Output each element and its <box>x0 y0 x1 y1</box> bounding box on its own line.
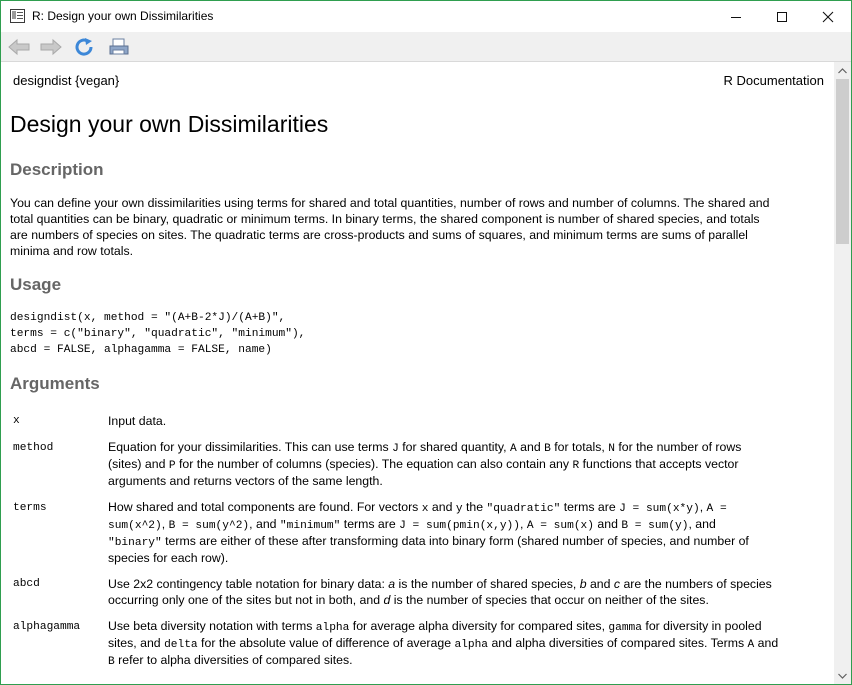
description-line: minima and row totals. <box>10 244 134 258</box>
minimize-button[interactable] <box>713 1 759 32</box>
scroll-up-button[interactable] <box>834 62 851 79</box>
arg-name-alphagamma: alphagamma <box>13 621 81 633</box>
arg-name-terms: terms <box>13 502 47 514</box>
toolbar <box>1 32 851 62</box>
back-icon <box>7 38 31 56</box>
app-icon <box>10 9 25 23</box>
arg-desc-method: Equation for your dissimilarities. This can use terms J for shared quantity, A and B for totals, N for the number of rows <box>108 440 742 455</box>
page-title: Design your own Dissimilarities <box>10 111 329 137</box>
maximize-icon <box>776 11 788 23</box>
scroll-up-arrow-icon <box>838 68 847 74</box>
back-button[interactable] <box>7 36 31 58</box>
window-title: R: Design your own Dissimilarities <box>32 9 214 23</box>
arg-name-x: x <box>13 415 20 427</box>
arg-desc-terms: species for each row). <box>108 551 229 565</box>
usage-code-line: terms = c("binary", "quadratic", "minimum"), <box>10 328 306 340</box>
r-documentation-label: R Documentation <box>723 73 824 88</box>
scrollbar-thumb[interactable] <box>836 79 849 244</box>
print-button[interactable] <box>107 36 131 58</box>
minimize-icon <box>730 11 742 23</box>
arg-desc-terms: sum(x^2), B = sum(y^2), and "minimum" terms are J = sum(pmin(x,y)), A = sum(x) and B = sum(y), and <box>108 517 716 532</box>
arg-desc-alphagamma: B refer to alpha diversities of compared sites. <box>108 653 353 668</box>
arguments-heading: Arguments <box>10 374 100 393</box>
usage-code-line: abcd = FALSE, alphagamma = FALSE, name) <box>10 344 272 356</box>
maximize-button[interactable] <box>759 1 805 32</box>
arg-desc-terms: "binary" terms are either of these after transforming data into binary form (shared number of species, and number of <box>108 534 749 549</box>
scroll-down-button[interactable] <box>834 667 851 684</box>
arg-desc-method: arguments and returns vectors of the same length. <box>108 474 383 488</box>
arg-desc-alphagamma: Use beta diversity notation with terms alpha for average alpha diversity for compared sites, gamma for diversity in pooled <box>108 619 762 634</box>
arg-desc-abcd: occurring only one of the sites but not in both, and d is the number of species that occur on neither of the sites. <box>108 593 709 607</box>
print-icon <box>108 37 130 57</box>
usage-code-line: designdist(x, method = "(A+B-2*J)/(A+B)", <box>10 312 286 324</box>
forward-icon <box>39 38 63 56</box>
arg-desc-method: (sites) and P for the number of columns (species). The equation can also contain any R functions that accepts vector <box>108 457 739 472</box>
arg-name-abcd: abcd <box>13 578 40 590</box>
arg-desc-x: Input data. <box>108 414 167 428</box>
arg-name-method: method <box>13 442 54 454</box>
description-heading: Description <box>10 160 104 179</box>
topic-package: designdist {vegan} <box>13 73 120 88</box>
usage-heading: Usage <box>10 275 62 294</box>
vertical-scrollbar[interactable] <box>834 62 851 684</box>
scroll-down-arrow-icon <box>838 673 847 679</box>
arg-desc-alphagamma: sites, and delta for the absolute value of difference of average alpha and alpha diversities of compared sites. Terms A and <box>108 636 779 651</box>
description-line: You can define your own dissimilarities using terms for shared and total quantities, number of rows and number of columns. The shared and <box>10 196 770 210</box>
close-button[interactable] <box>805 1 851 32</box>
refresh-button[interactable] <box>73 36 97 58</box>
refresh-icon <box>74 37 96 57</box>
arg-desc-terms: How shared and total components are found. For vectors x and y the "quadratic" terms are J = sum(x*y), A = <box>108 500 727 515</box>
arg-desc-abcd: Use 2x2 contingency table notation for binary data: a is the number of shared species, b and c are the numbers of species <box>108 577 772 591</box>
description-line: total quantities can be binary, quadratic or minimum terms. In binary terms, the shared component is number of shared species, and totals <box>10 212 760 226</box>
close-icon <box>822 11 834 23</box>
document-content <box>1 62 834 684</box>
description-line: are numbers of species on sites. The quadratic terms are cross-products and sums of squares, and minimum terms are sums of parallel <box>10 228 748 242</box>
forward-button[interactable] <box>39 36 63 58</box>
title-bar[interactable] <box>1 1 851 32</box>
